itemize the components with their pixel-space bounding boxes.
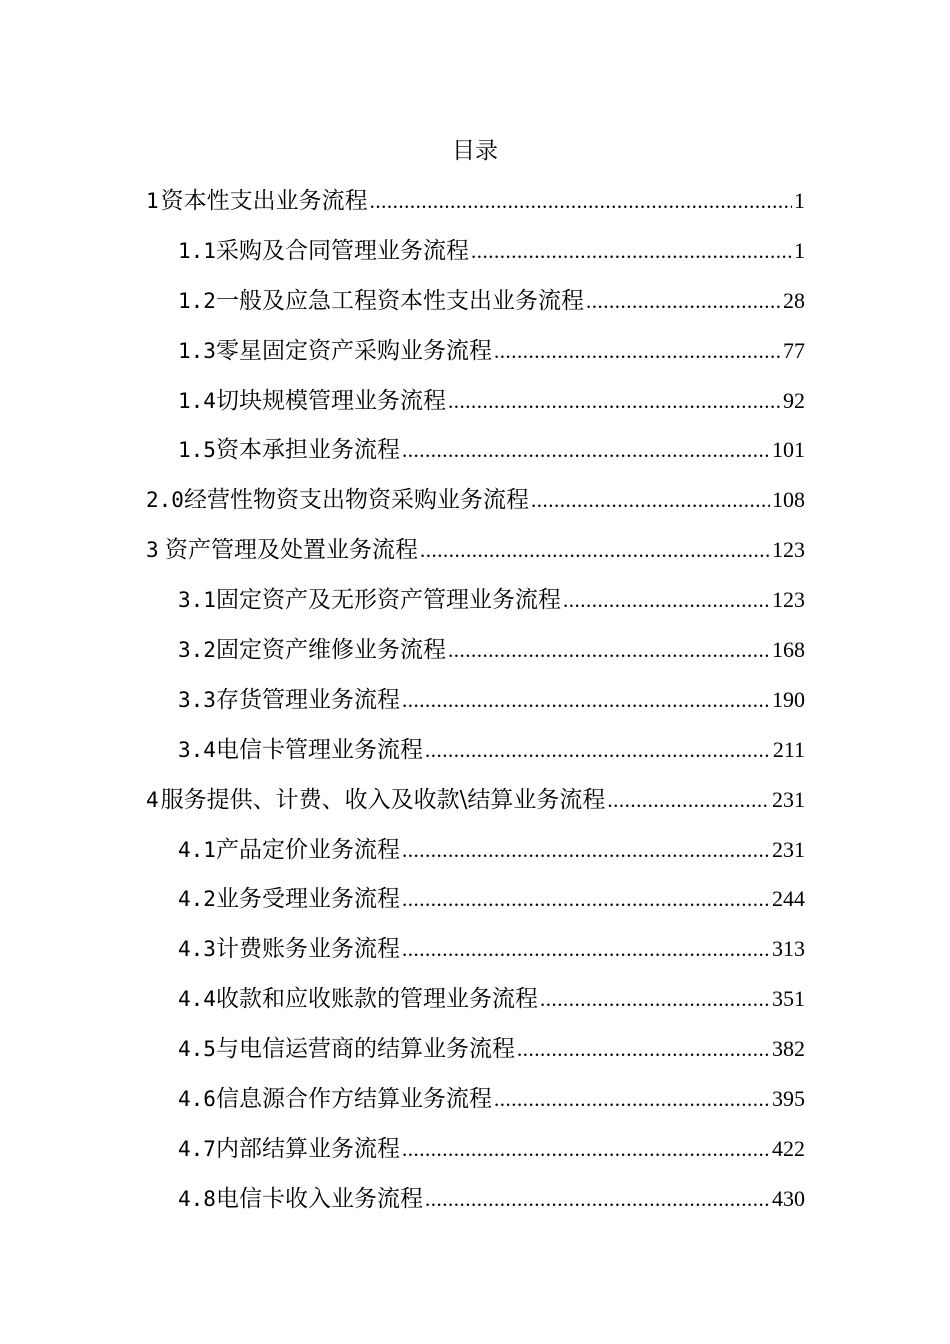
toc-entry-line (178, 1132, 805, 1166)
toc-entry[interactable] (0, 1024, 950, 1074)
toc-dot-leader (370, 184, 792, 218)
toc-entry-line (178, 982, 805, 1016)
toc-entry[interactable] (0, 675, 950, 725)
toc-entry[interactable] (0, 1174, 950, 1224)
toc-entry[interactable] (0, 326, 950, 376)
toc-entry-page-number: 77 (783, 337, 805, 363)
toc-entry-label: 信息源合作方结算业务流程 (215, 1085, 492, 1112)
toc-entry-number: 3.4 (178, 737, 216, 762)
toc-dot-leader (402, 882, 770, 916)
toc-entry-line (178, 384, 805, 418)
toc-entry-page-number: 108 (772, 487, 805, 513)
toc-entry[interactable] (0, 425, 950, 475)
toc-entry-line (178, 583, 805, 617)
toc-entry[interactable] (0, 276, 950, 326)
toc-entry-page-number: 382 (772, 1036, 805, 1062)
toc-entry-line (178, 1182, 805, 1216)
toc-entry-label: 计费账务业务流程 (215, 936, 400, 963)
toc-entry-line (146, 184, 805, 218)
toc-entry-label: 采购及合同管理业务流程 (215, 237, 469, 264)
toc-entry-label: 产品定价业务流程 (215, 836, 400, 863)
toc-entry-label: 电信卡管理业务流程 (215, 736, 423, 763)
toc-entry-label: 切块规模管理业务流程 (215, 387, 446, 414)
toc-dot-leader (494, 1082, 770, 1116)
toc-entry-number: 4.7 (178, 1136, 216, 1161)
toc-entry[interactable] (0, 475, 950, 525)
toc-entry-label: 一般及应急工程资本性支出业务流程 (215, 287, 584, 314)
toc-entry-line (178, 683, 805, 717)
toc-entry-label: 电信卡收入业务流程 (215, 1185, 423, 1212)
toc-dot-leader (402, 833, 770, 867)
toc-entry-page-number: 313 (772, 936, 805, 962)
toc-entry-number: 4.8 (178, 1186, 216, 1211)
toc-entry-page-number: 168 (772, 636, 805, 662)
toc-dot-leader (540, 982, 770, 1016)
table-of-contents (0, 176, 950, 1224)
toc-entry[interactable] (0, 775, 950, 825)
toc-entry[interactable] (0, 725, 950, 775)
toc-entry-number: 1.4 (178, 388, 216, 413)
toc-entry[interactable] (0, 625, 950, 675)
toc-dot-leader (402, 1132, 770, 1166)
toc-entry-line (146, 483, 805, 517)
toc-entry-line (178, 833, 805, 867)
toc-entry-label: 与电信运营商的结算业务流程 (215, 1036, 515, 1063)
toc-entry-number: 4.1 (178, 837, 216, 862)
toc-dot-leader (425, 1182, 770, 1216)
toc-dot-leader (448, 384, 781, 418)
toc-entry-line (178, 932, 805, 966)
toc-entry-line (178, 1082, 805, 1116)
toc-entry-number: 4.2 (178, 887, 216, 912)
toc-entry-number: 3.3 (178, 687, 216, 712)
toc-entry[interactable] (0, 226, 950, 276)
toc-entry-label: 资本承担业务流程 (215, 437, 400, 464)
toc-entry[interactable] (0, 825, 950, 875)
toc-entry[interactable] (0, 974, 950, 1024)
toc-dot-leader (448, 633, 770, 667)
toc-dot-leader (607, 783, 770, 817)
toc-entry-label: 内部结算业务流程 (215, 1135, 400, 1162)
toc-entry-number: 3 (146, 538, 159, 563)
toc-entry-line (178, 234, 805, 268)
toc-entry[interactable] (0, 525, 950, 575)
toc-title: 目录 (452, 138, 498, 164)
toc-entry-label: 固定资产维修业务流程 (215, 636, 446, 663)
toc-entry-label: 服务提供、计费、收入及收款\结算业务流程 (160, 786, 606, 813)
toc-dot-leader (402, 683, 770, 717)
toc-entry-line (178, 284, 805, 318)
toc-entry-number: 4.6 (178, 1086, 216, 1111)
toc-entry-number: 1.3 (178, 338, 216, 363)
toc-entry-page-number: 430 (772, 1185, 805, 1211)
toc-entry-number: 1.1 (178, 238, 216, 263)
toc-dot-leader (425, 733, 771, 767)
toc-entry-page-number: 123 (772, 537, 805, 563)
toc-dot-leader (517, 1032, 770, 1066)
toc-entry-page-number: 190 (772, 686, 805, 712)
toc-dot-leader (402, 932, 770, 966)
toc-entry-line (178, 1032, 805, 1066)
toc-entry-page-number: 422 (772, 1135, 805, 1161)
toc-entry-page-number: 231 (772, 836, 805, 862)
toc-entry-line (178, 433, 805, 467)
toc-entry[interactable] (0, 1074, 950, 1124)
toc-dot-leader (402, 433, 770, 467)
toc-entry-number: 4.4 (178, 987, 216, 1012)
toc-entry-page-number: 211 (772, 736, 805, 762)
toc-dot-leader (563, 583, 770, 617)
toc-entry-page-number: 395 (772, 1085, 805, 1111)
toc-entry-page-number: 231 (772, 786, 805, 812)
toc-entry-page-number: 244 (772, 886, 805, 912)
toc-entry-line (178, 633, 805, 667)
toc-entry-number: 1.5 (178, 438, 216, 463)
toc-dot-leader (586, 284, 781, 318)
toc-entry-page-number: 101 (772, 437, 805, 463)
toc-entry-label: 业务受理业务流程 (215, 886, 400, 913)
toc-entry-number: 3.1 (178, 588, 216, 613)
toc-entry[interactable] (0, 1124, 950, 1174)
toc-entry-page-number: 123 (772, 587, 805, 613)
toc-entry-label: 收款和应收账款的管理业务流程 (215, 986, 538, 1013)
toc-entry-line (178, 334, 805, 368)
toc-entry-line (178, 882, 805, 916)
toc-entry[interactable] (0, 924, 950, 974)
toc-entry[interactable] (0, 376, 950, 426)
toc-entry[interactable] (0, 874, 950, 924)
toc-entry-page-number: 92 (783, 387, 805, 413)
toc-entry-number: 4.5 (178, 1037, 216, 1062)
toc-entry-label: 资本性支出业务流程 (160, 187, 368, 214)
toc-entry-number: 1 (146, 188, 159, 213)
toc-entry-page-number: 28 (783, 287, 805, 313)
toc-entry-line (146, 533, 805, 567)
toc-entry-label: 固定资产及无形资产管理业务流程 (215, 587, 561, 614)
toc-entry-number: 4.3 (178, 937, 216, 962)
toc-dot-leader (494, 334, 781, 368)
toc-entry-label: 零星固定资产采购业务流程 (215, 337, 492, 364)
toc-entry-number: 2.0 (146, 488, 184, 513)
toc-entry-label: 存货管理业务流程 (215, 686, 400, 713)
toc-dot-leader (531, 483, 770, 517)
toc-entry-number: 1.2 (178, 288, 216, 313)
toc-entry[interactable] (0, 575, 950, 625)
toc-entry[interactable] (0, 176, 950, 226)
toc-entry-number: 4 (146, 787, 159, 812)
toc-entry-label: 经营性物资支出物资采购业务流程 (183, 487, 529, 514)
toc-entry-label: 资产管理及处置业务流程 (164, 537, 418, 564)
toc-entry-line (146, 783, 805, 817)
toc-entry-page-number: 1 (794, 237, 805, 263)
toc-dot-leader (420, 533, 770, 567)
toc-entry-page-number: 1 (794, 187, 805, 213)
toc-entry-line (178, 733, 805, 767)
toc-dot-leader (471, 234, 792, 268)
toc-entry-number: 3.2 (178, 637, 216, 662)
toc-entry-page-number: 351 (772, 986, 805, 1012)
